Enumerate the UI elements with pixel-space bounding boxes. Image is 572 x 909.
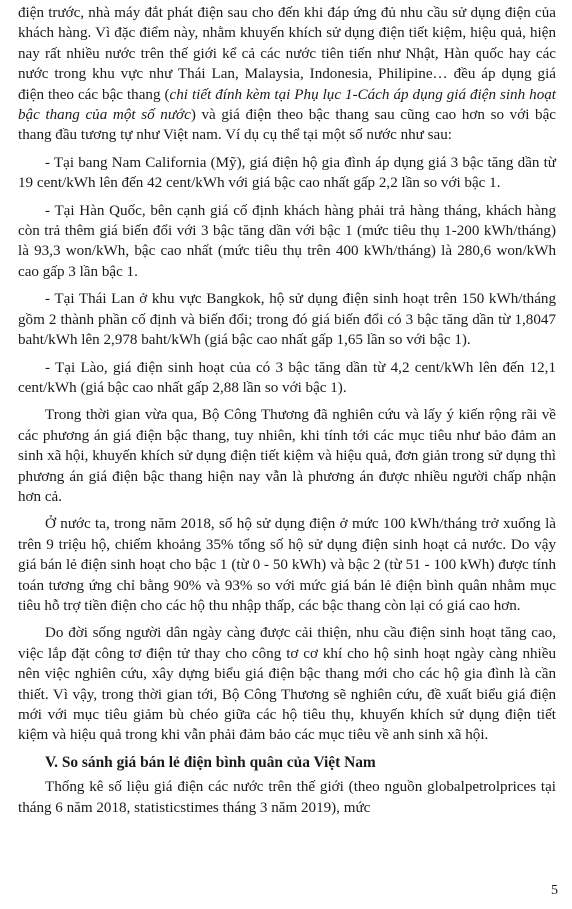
paragraph-laos-example: - Tại Lào, giá điện sinh hoạt của có 3 bậc tăng dần từ 4,2 cent/kWh lên đến 12,1 cent/kWh (giá bậc cao nhất gấp 2,88 lần so với bậc 1).: [18, 359, 556, 396]
paragraph-future-tariff: Do đời sống người dân ngày càng được cải thiện, nhu cầu điện sinh hoạt tăng cao, việc lắp đặt công tơ điện tử thay cho công tơ cơ khí cho hộ sinh hoạt ngày càng nhiều nên việc nghiên cứu, xây dựng biểu giá điện bậc thang mới cho các hộ gia đình là cần thiết. Vì vậy, trong thời gian tới, Bộ Công Thương sẽ nghiên cứu, đề xuất biểu giá điện mới với mục tiêu giảm bù chéo giữa các hộ tiêu thụ, khuyến khích sử dụng điện tiết kiệm và hiệu quả trong khi vẫn phải đảm bảo các mục tiêu về anh sinh xã hội.: [18, 625, 556, 744]
section-heading: V. So sánh giá bán lẻ điện bình quân của Việt Nam: [45, 753, 376, 771]
paragraph-intro-text: điện trước, nhà máy đắt phát điện sau cho đến khi đáp ứng đủ nhu cầu sử dụng điện của khách hàng. Vì đặc điểm này, nhằm khuyến khích sử dụng điện tiết kiệm, hiệu quả, hiện nay rất nhiều nước trên thế giới kể cả các nước tiên tiến như Nhật, Hàn quốc hay các nước trong khu vực như Thái Lan, Malaysia, Indonesia, Philipine… đều áp dụng giá điện theo các bậc thang (: [18, 5, 556, 103]
paragraph-intro-appendix-note: chi tiết đính kèm tại Phụ lục 1-Cách áp dụng giá điện sinh hoạt bậc thang của một số nước: [18, 86, 556, 124]
page-number: 5: [551, 883, 558, 898]
paragraph-california-example: - Tại bang Nam California (Mỹ), giá điện hộ gia đình áp dụng giá 3 bậc tăng dần từ 19 cent/kWh lên đến 42 cent/kWh với giá bậc cao nhất gấp 2,2 lần so với bậc 1.: [18, 154, 556, 192]
paragraph-thailand-example: - Tại Thái Lan ở khu vực Bangkok, hộ sử dụng điện sinh hoạt trên 150 kWh/tháng gồm 2 thành phần cố định và biến đổi; trong đó giá biến đổi có 3 bậc tăng dần từ 1,8047 baht/kWh lên 2,978 baht/kWh (giá bậc cao nhất gấp 1,65 lần so với bậc 1).: [18, 291, 556, 349]
paragraph-closing: Thống kê số liệu giá điện các nước trên thế giới (theo nguồn globalpetrolprices tại tháng 6 năm 2018, statisticstimes tháng 3 năm 2019), mức: [18, 779, 556, 816]
paragraph-vietnam-statistics: Ở nước ta, trong năm 2018, số hộ sử dụng điện ở mức 100 kWh/tháng trở xuống là trên 9 triệu hộ, chiếm khoảng 35% tổng số hộ sử dụng điện sinh hoạt cả nước. Do vậy giá bán lẻ điện sinh hoạt cho bậc 1 (từ 0 - 50 kWh) và bậc 2 (từ 51 - 100 kWh) được tính toán tương ứng chỉ bằng 90% và 93% so với mức giá bán lẻ điện bình quân nhằm mục tiêu hỗ trợ tiền điện cho các hộ thu nhập thấp, các bậc thang còn lại có giá cao hơn.: [18, 516, 556, 614]
paragraph-intro-continuation: ) và giá điện theo bậc thang sau cũng cao hơn so với bậc thang đầu tương tự như Việt nam. Ví dụ cụ thể tại một số nước như sau:: [18, 107, 556, 144]
paragraph-intro: [18, 3, 556, 146]
paragraph-korea-example: - Tại Hàn Quốc, bên cạnh giá cố định khách hàng phải trả hàng tháng, khách hàng còn trả thêm giá biến đổi với 3 bậc tăng dần với bậc 1 (mức tiêu thụ 1-200 kWh/tháng) là 93,3 won/kWh, bậc cao nhất (mức tiêu thụ trên 400 kWh/tháng) là 280,6 won/kWh cao gấp 3 lần bậc 1.: [18, 202, 556, 280]
paragraph-ministry-research: Trong thời gian vừa qua, Bộ Công Thương đã nghiên cứu và lấy ý kiến rộng rãi về các phương án giá điện bậc thang, tuy nhiên, khi tính tới các mục tiêu như bảo đảm an sinh xã hội, khuyến khích sử dụng điện tiết kiệm và hiệu quả, đơn giản trong sử dụng thì phương án giá điện bậc thang hiện nay vẫn là phương án được nhiều người chấp nhận hơn cả.: [18, 407, 556, 505]
